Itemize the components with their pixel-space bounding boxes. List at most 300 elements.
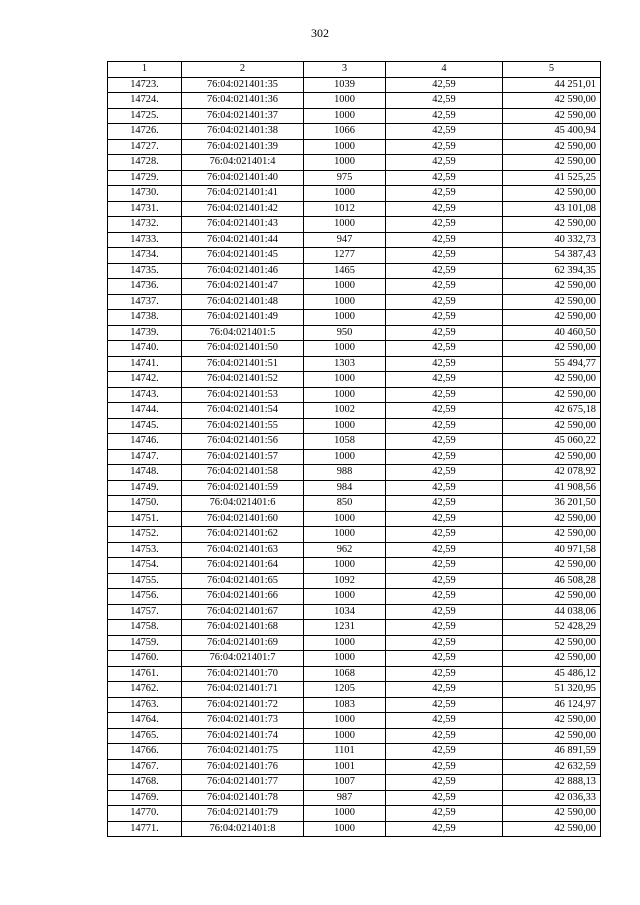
value-cell: 45 400,94 bbox=[503, 124, 601, 140]
area-cell: 1231 bbox=[304, 620, 386, 636]
value-cell: 42 590,00 bbox=[503, 279, 601, 295]
area-cell: 1000 bbox=[304, 806, 386, 822]
table-header bbox=[108, 62, 601, 78]
value-cell: 42 590,00 bbox=[503, 217, 601, 233]
value-cell: 42 632,59 bbox=[503, 759, 601, 775]
cadastral-number-cell: 76:04:021401:42 bbox=[182, 201, 304, 217]
rate-cell: 42,59 bbox=[386, 480, 503, 496]
row-number-cell: 14727. bbox=[108, 139, 182, 155]
cadastral-number-cell: 76:04:021401:70 bbox=[182, 666, 304, 682]
area-cell: 962 bbox=[304, 542, 386, 558]
cadastral-number-cell: 76:04:021401:74 bbox=[182, 728, 304, 744]
area-cell: 1001 bbox=[304, 759, 386, 775]
table-row bbox=[108, 263, 601, 279]
row-number-cell: 14761. bbox=[108, 666, 182, 682]
row-number-cell: 14745. bbox=[108, 418, 182, 434]
table-row bbox=[108, 713, 601, 729]
row-number-cell: 14757. bbox=[108, 604, 182, 620]
row-number-cell: 14732. bbox=[108, 217, 182, 233]
cadastral-number-cell: 76:04:021401:79 bbox=[182, 806, 304, 822]
table-row bbox=[108, 170, 601, 186]
row-number-cell: 14725. bbox=[108, 108, 182, 124]
value-cell: 42 036,33 bbox=[503, 790, 601, 806]
row-number-cell: 14752. bbox=[108, 527, 182, 543]
column-header-3: 3 bbox=[304, 62, 386, 78]
table-row bbox=[108, 356, 601, 372]
value-cell: 42 590,00 bbox=[503, 139, 601, 155]
cadastral-number-cell: 76:04:021401:53 bbox=[182, 387, 304, 403]
row-number-cell: 14754. bbox=[108, 558, 182, 574]
cadastral-number-cell: 76:04:021401:39 bbox=[182, 139, 304, 155]
rate-cell: 42,59 bbox=[386, 511, 503, 527]
cadastral-number-cell: 76:04:021401:68 bbox=[182, 620, 304, 636]
cadastral-number-cell: 76:04:021401:37 bbox=[182, 108, 304, 124]
value-cell: 40 460,50 bbox=[503, 325, 601, 341]
rate-cell: 42,59 bbox=[386, 713, 503, 729]
rate-cell: 42,59 bbox=[386, 697, 503, 713]
area-cell: 1083 bbox=[304, 697, 386, 713]
area-cell: 1034 bbox=[304, 604, 386, 620]
value-cell: 51 320,95 bbox=[503, 682, 601, 698]
row-number-cell: 14750. bbox=[108, 496, 182, 512]
cadastral-number-cell: 76:04:021401:54 bbox=[182, 403, 304, 419]
row-number-cell: 14770. bbox=[108, 806, 182, 822]
table-row bbox=[108, 232, 601, 248]
table-row bbox=[108, 604, 601, 620]
rate-cell: 42,59 bbox=[386, 821, 503, 837]
rate-cell: 42,59 bbox=[386, 310, 503, 326]
area-cell: 1000 bbox=[304, 511, 386, 527]
area-cell: 947 bbox=[304, 232, 386, 248]
value-cell: 40 971,58 bbox=[503, 542, 601, 558]
area-cell: 1277 bbox=[304, 248, 386, 264]
area-cell: 1205 bbox=[304, 682, 386, 698]
area-cell: 1068 bbox=[304, 666, 386, 682]
table-row bbox=[108, 496, 601, 512]
value-cell: 44 251,01 bbox=[503, 77, 601, 93]
cadastral-number-cell: 76:04:021401:5 bbox=[182, 325, 304, 341]
row-number-cell: 14726. bbox=[108, 124, 182, 140]
rate-cell: 42,59 bbox=[386, 527, 503, 543]
value-cell: 55 494,77 bbox=[503, 356, 601, 372]
row-number-cell: 14769. bbox=[108, 790, 182, 806]
row-number-cell: 14723. bbox=[108, 77, 182, 93]
rate-cell: 42,59 bbox=[386, 682, 503, 698]
rate-cell: 42,59 bbox=[386, 341, 503, 357]
area-cell: 988 bbox=[304, 465, 386, 481]
cadastral-number-cell: 76:04:021401:47 bbox=[182, 279, 304, 295]
table-row bbox=[108, 186, 601, 202]
row-number-cell: 14729. bbox=[108, 170, 182, 186]
value-cell: 44 038,06 bbox=[503, 604, 601, 620]
table-row bbox=[108, 527, 601, 543]
row-number-cell: 14746. bbox=[108, 434, 182, 450]
row-number-cell: 14724. bbox=[108, 93, 182, 109]
rate-cell: 42,59 bbox=[386, 186, 503, 202]
cadastral-number-cell: 76:04:021401:48 bbox=[182, 294, 304, 310]
value-cell: 42 590,00 bbox=[503, 387, 601, 403]
area-cell: 1000 bbox=[304, 728, 386, 744]
value-cell: 45 060,22 bbox=[503, 434, 601, 450]
cadastral-number-cell: 76:04:021401:8 bbox=[182, 821, 304, 837]
row-number-cell: 14741. bbox=[108, 356, 182, 372]
table-row bbox=[108, 449, 601, 465]
cadastral-number-cell: 76:04:021401:46 bbox=[182, 263, 304, 279]
rate-cell: 42,59 bbox=[386, 620, 503, 636]
value-cell: 40 332,73 bbox=[503, 232, 601, 248]
rate-cell: 42,59 bbox=[386, 403, 503, 419]
cadastral-number-cell: 76:04:021401:76 bbox=[182, 759, 304, 775]
rate-cell: 42,59 bbox=[386, 635, 503, 651]
table-row bbox=[108, 294, 601, 310]
cadastral-number-cell: 76:04:021401:36 bbox=[182, 93, 304, 109]
row-number-cell: 14733. bbox=[108, 232, 182, 248]
area-cell: 984 bbox=[304, 480, 386, 496]
table-row bbox=[108, 139, 601, 155]
rate-cell: 42,59 bbox=[386, 558, 503, 574]
row-number-cell: 14766. bbox=[108, 744, 182, 760]
table-row bbox=[108, 372, 601, 388]
table-row bbox=[108, 201, 601, 217]
row-number-cell: 14738. bbox=[108, 310, 182, 326]
value-cell: 36 201,50 bbox=[503, 496, 601, 512]
row-number-cell: 14759. bbox=[108, 635, 182, 651]
rate-cell: 42,59 bbox=[386, 232, 503, 248]
row-number-cell: 14763. bbox=[108, 697, 182, 713]
value-cell: 52 428,29 bbox=[503, 620, 601, 636]
area-cell: 1000 bbox=[304, 418, 386, 434]
row-number-cell: 14736. bbox=[108, 279, 182, 295]
area-cell: 1000 bbox=[304, 387, 386, 403]
rate-cell: 42,59 bbox=[386, 372, 503, 388]
area-cell: 1000 bbox=[304, 821, 386, 837]
value-cell: 45 486,12 bbox=[503, 666, 601, 682]
value-cell: 41 908,56 bbox=[503, 480, 601, 496]
area-cell: 1000 bbox=[304, 186, 386, 202]
value-cell: 42 590,00 bbox=[503, 511, 601, 527]
rate-cell: 42,59 bbox=[386, 542, 503, 558]
rate-cell: 42,59 bbox=[386, 790, 503, 806]
value-cell: 42 888,13 bbox=[503, 775, 601, 791]
table-row bbox=[108, 418, 601, 434]
table-row bbox=[108, 806, 601, 822]
value-cell: 42 590,00 bbox=[503, 155, 601, 171]
cadastral-number-cell: 76:04:021401:6 bbox=[182, 496, 304, 512]
value-cell: 46 124,97 bbox=[503, 697, 601, 713]
value-cell: 42 590,00 bbox=[503, 651, 601, 667]
table-row bbox=[108, 403, 601, 419]
rate-cell: 42,59 bbox=[386, 744, 503, 760]
cadastral-number-cell: 76:04:021401:49 bbox=[182, 310, 304, 326]
row-number-cell: 14758. bbox=[108, 620, 182, 636]
row-number-cell: 14739. bbox=[108, 325, 182, 341]
area-cell: 1012 bbox=[304, 201, 386, 217]
cadastral-number-cell: 76:04:021401:69 bbox=[182, 635, 304, 651]
value-cell: 42 590,00 bbox=[503, 713, 601, 729]
table-row bbox=[108, 248, 601, 264]
row-number-cell: 14742. bbox=[108, 372, 182, 388]
row-number-cell: 14735. bbox=[108, 263, 182, 279]
row-number-cell: 14762. bbox=[108, 682, 182, 698]
row-number-cell: 14760. bbox=[108, 651, 182, 667]
table-row bbox=[108, 325, 601, 341]
value-cell: 42 590,00 bbox=[503, 527, 601, 543]
rate-cell: 42,59 bbox=[386, 263, 503, 279]
area-cell: 1465 bbox=[304, 263, 386, 279]
value-cell: 42 590,00 bbox=[503, 372, 601, 388]
rate-cell: 42,59 bbox=[386, 589, 503, 605]
area-cell: 1000 bbox=[304, 372, 386, 388]
area-cell: 850 bbox=[304, 496, 386, 512]
rate-cell: 42,59 bbox=[386, 325, 503, 341]
column-header-1: 1 bbox=[108, 62, 182, 78]
rate-cell: 42,59 bbox=[386, 139, 503, 155]
rate-cell: 42,59 bbox=[386, 201, 503, 217]
cadastral-number-cell: 76:04:021401:78 bbox=[182, 790, 304, 806]
area-cell: 1092 bbox=[304, 573, 386, 589]
table-row bbox=[108, 651, 601, 667]
rate-cell: 42,59 bbox=[386, 217, 503, 233]
rate-cell: 42,59 bbox=[386, 294, 503, 310]
area-cell: 1000 bbox=[304, 217, 386, 233]
area-cell: 1000 bbox=[304, 527, 386, 543]
table-row bbox=[108, 682, 601, 698]
page-number: 302 bbox=[311, 26, 329, 40]
table-row bbox=[108, 790, 601, 806]
rate-cell: 42,59 bbox=[386, 775, 503, 791]
table-row bbox=[108, 573, 601, 589]
row-number-cell: 14753. bbox=[108, 542, 182, 558]
value-cell: 42 675,18 bbox=[503, 403, 601, 419]
row-number-cell: 14765. bbox=[108, 728, 182, 744]
table-body bbox=[108, 77, 601, 837]
row-number-cell: 14751. bbox=[108, 511, 182, 527]
cadastral-number-cell: 76:04:021401:41 bbox=[182, 186, 304, 202]
row-number-cell: 14747. bbox=[108, 449, 182, 465]
table-row bbox=[108, 279, 601, 295]
value-cell: 42 590,00 bbox=[503, 294, 601, 310]
cadastral-number-cell: 76:04:021401:64 bbox=[182, 558, 304, 574]
cadastral-number-cell: 76:04:021401:4 bbox=[182, 155, 304, 171]
rate-cell: 42,59 bbox=[386, 666, 503, 682]
table-row bbox=[108, 434, 601, 450]
area-cell: 1058 bbox=[304, 434, 386, 450]
table-row bbox=[108, 511, 601, 527]
rate-cell: 42,59 bbox=[386, 93, 503, 109]
row-number-cell: 14734. bbox=[108, 248, 182, 264]
area-cell: 1000 bbox=[304, 589, 386, 605]
rate-cell: 42,59 bbox=[386, 279, 503, 295]
row-number-cell: 14728. bbox=[108, 155, 182, 171]
rate-cell: 42,59 bbox=[386, 449, 503, 465]
table-row bbox=[108, 465, 601, 481]
table-row bbox=[108, 217, 601, 233]
cadastral-number-cell: 76:04:021401:75 bbox=[182, 744, 304, 760]
table-row bbox=[108, 589, 601, 605]
row-number-cell: 14740. bbox=[108, 341, 182, 357]
cadastral-number-cell: 76:04:021401:60 bbox=[182, 511, 304, 527]
rate-cell: 42,59 bbox=[386, 465, 503, 481]
area-cell: 1039 bbox=[304, 77, 386, 93]
table-row bbox=[108, 744, 601, 760]
rate-cell: 42,59 bbox=[386, 651, 503, 667]
rate-cell: 42,59 bbox=[386, 248, 503, 264]
area-cell: 975 bbox=[304, 170, 386, 186]
cadastral-number-cell: 76:04:021401:59 bbox=[182, 480, 304, 496]
rate-cell: 42,59 bbox=[386, 77, 503, 93]
row-number-cell: 14749. bbox=[108, 480, 182, 496]
value-cell: 42 590,00 bbox=[503, 186, 601, 202]
rate-cell: 42,59 bbox=[386, 124, 503, 140]
value-cell: 54 387,43 bbox=[503, 248, 601, 264]
cadastral-number-cell: 76:04:021401:67 bbox=[182, 604, 304, 620]
table-row bbox=[108, 821, 601, 837]
row-number-cell: 14771. bbox=[108, 821, 182, 837]
cadastral-number-cell: 76:04:021401:43 bbox=[182, 217, 304, 233]
value-cell: 42 590,00 bbox=[503, 418, 601, 434]
table-row bbox=[108, 93, 601, 109]
cadastral-number-cell: 76:04:021401:62 bbox=[182, 527, 304, 543]
rate-cell: 42,59 bbox=[386, 496, 503, 512]
area-cell: 1000 bbox=[304, 558, 386, 574]
rate-cell: 42,59 bbox=[386, 108, 503, 124]
table-row bbox=[108, 155, 601, 171]
cadastral-number-cell: 76:04:021401:63 bbox=[182, 542, 304, 558]
table-row bbox=[108, 697, 601, 713]
rate-cell: 42,59 bbox=[386, 759, 503, 775]
table-row bbox=[108, 759, 601, 775]
table-row bbox=[108, 666, 601, 682]
table-row bbox=[108, 387, 601, 403]
area-cell: 987 bbox=[304, 790, 386, 806]
row-number-cell: 14744. bbox=[108, 403, 182, 419]
table-row bbox=[108, 558, 601, 574]
table-row bbox=[108, 480, 601, 496]
cadastral-number-cell: 76:04:021401:52 bbox=[182, 372, 304, 388]
table-row bbox=[108, 620, 601, 636]
row-number-cell: 14756. bbox=[108, 589, 182, 605]
value-cell: 42 590,00 bbox=[503, 635, 601, 651]
table-row bbox=[108, 635, 601, 651]
area-cell: 1000 bbox=[304, 294, 386, 310]
table-row bbox=[108, 341, 601, 357]
area-cell: 1000 bbox=[304, 651, 386, 667]
table-row bbox=[108, 728, 601, 744]
area-cell: 1101 bbox=[304, 744, 386, 760]
rate-cell: 42,59 bbox=[386, 573, 503, 589]
cadastral-number-cell: 76:04:021401:65 bbox=[182, 573, 304, 589]
value-cell: 42 078,92 bbox=[503, 465, 601, 481]
row-number-cell: 14768. bbox=[108, 775, 182, 791]
row-number-cell: 14743. bbox=[108, 387, 182, 403]
data-table bbox=[107, 61, 601, 837]
table-row bbox=[108, 108, 601, 124]
area-cell: 950 bbox=[304, 325, 386, 341]
area-cell: 1303 bbox=[304, 356, 386, 372]
area-cell: 1000 bbox=[304, 449, 386, 465]
cadastral-number-cell: 76:04:021401:57 bbox=[182, 449, 304, 465]
cadastral-number-cell: 76:04:021401:38 bbox=[182, 124, 304, 140]
column-header-2: 2 bbox=[182, 62, 304, 78]
rate-cell: 42,59 bbox=[386, 806, 503, 822]
cadastral-number-cell: 76:04:021401:35 bbox=[182, 77, 304, 93]
row-number-cell: 14737. bbox=[108, 294, 182, 310]
cadastral-number-cell: 76:04:021401:7 bbox=[182, 651, 304, 667]
value-cell: 46 508,28 bbox=[503, 573, 601, 589]
value-cell: 46 891,59 bbox=[503, 744, 601, 760]
value-cell: 42 590,00 bbox=[503, 558, 601, 574]
value-cell: 42 590,00 bbox=[503, 108, 601, 124]
value-cell: 42 590,00 bbox=[503, 589, 601, 605]
area-cell: 1000 bbox=[304, 341, 386, 357]
row-number-cell: 14755. bbox=[108, 573, 182, 589]
row-number-cell: 14748. bbox=[108, 465, 182, 481]
area-cell: 1000 bbox=[304, 713, 386, 729]
column-header-5: 5 bbox=[503, 62, 601, 78]
cadastral-number-cell: 76:04:021401:45 bbox=[182, 248, 304, 264]
table-row bbox=[108, 77, 601, 93]
value-cell: 42 590,00 bbox=[503, 93, 601, 109]
row-number-cell: 14730. bbox=[108, 186, 182, 202]
rate-cell: 42,59 bbox=[386, 356, 503, 372]
value-cell: 42 590,00 bbox=[503, 821, 601, 837]
table-row bbox=[108, 775, 601, 791]
cadastral-number-cell: 76:04:021401:72 bbox=[182, 697, 304, 713]
rate-cell: 42,59 bbox=[386, 170, 503, 186]
rate-cell: 42,59 bbox=[386, 728, 503, 744]
cadastral-number-cell: 76:04:021401:66 bbox=[182, 589, 304, 605]
area-cell: 1000 bbox=[304, 139, 386, 155]
row-number-cell: 14731. bbox=[108, 201, 182, 217]
area-cell: 1000 bbox=[304, 155, 386, 171]
header-row bbox=[108, 62, 601, 78]
row-number-cell: 14767. bbox=[108, 759, 182, 775]
cadastral-number-cell: 76:04:021401:40 bbox=[182, 170, 304, 186]
row-number-cell: 14764. bbox=[108, 713, 182, 729]
cadastral-number-cell: 76:04:021401:56 bbox=[182, 434, 304, 450]
cadastral-number-cell: 76:04:021401:58 bbox=[182, 465, 304, 481]
area-cell: 1000 bbox=[304, 310, 386, 326]
rate-cell: 42,59 bbox=[386, 155, 503, 171]
area-cell: 1000 bbox=[304, 635, 386, 651]
cadastral-number-cell: 76:04:021401:73 bbox=[182, 713, 304, 729]
value-cell: 43 101,08 bbox=[503, 201, 601, 217]
rate-cell: 42,59 bbox=[386, 387, 503, 403]
rate-cell: 42,59 bbox=[386, 604, 503, 620]
column-header-4: 4 bbox=[386, 62, 503, 78]
table-row bbox=[108, 124, 601, 140]
table-row bbox=[108, 542, 601, 558]
value-cell: 42 590,00 bbox=[503, 806, 601, 822]
area-cell: 1000 bbox=[304, 279, 386, 295]
cadastral-number-cell: 76:04:021401:71 bbox=[182, 682, 304, 698]
cadastral-number-cell: 76:04:021401:44 bbox=[182, 232, 304, 248]
value-cell: 62 394,35 bbox=[503, 263, 601, 279]
table-row bbox=[108, 310, 601, 326]
area-cell: 1066 bbox=[304, 124, 386, 140]
area-cell: 1000 bbox=[304, 108, 386, 124]
rate-cell: 42,59 bbox=[386, 434, 503, 450]
cadastral-number-cell: 76:04:021401:50 bbox=[182, 341, 304, 357]
value-cell: 42 590,00 bbox=[503, 341, 601, 357]
rate-cell: 42,59 bbox=[386, 418, 503, 434]
cadastral-number-cell: 76:04:021401:55 bbox=[182, 418, 304, 434]
value-cell: 42 590,00 bbox=[503, 728, 601, 744]
cadastral-number-cell: 76:04:021401:77 bbox=[182, 775, 304, 791]
area-cell: 1000 bbox=[304, 93, 386, 109]
area-cell: 1002 bbox=[304, 403, 386, 419]
value-cell: 42 590,00 bbox=[503, 449, 601, 465]
